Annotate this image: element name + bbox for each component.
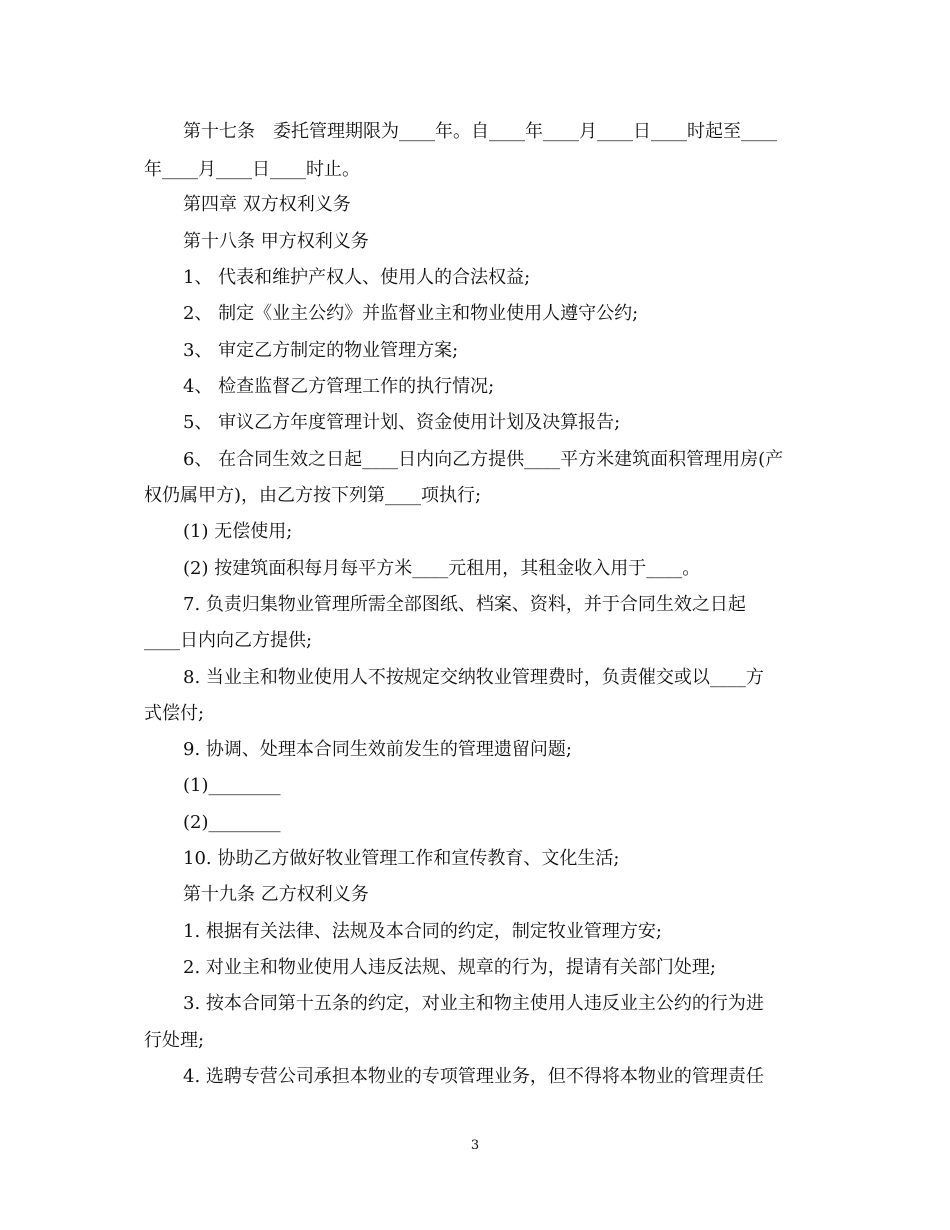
article-18-item-10: 10. 协助乙方做好牧业管理工作和宣传教育、文化生活;	[183, 848, 620, 869]
page-number: 3	[470, 1138, 480, 1153]
article-18-item-6-sub-2: (2) 按建筑面积每月每平方米____元租用，其租金收入用于____。	[183, 558, 701, 579]
article-18-item-6-line-1: 6、 在合同生效之日起____日内向乙方提供____平方米建筑面积管理用房(产	[183, 449, 784, 470]
article-18-item-6-line-2: 权仍属甲方)，由乙方按下列第____项执行;	[144, 485, 482, 506]
article-18-item-4: 4、 检查监督乙方管理工作的执行情况;	[183, 376, 495, 397]
article-19-item-1: 1. 根据有关法律、法规及本合同的约定，制定牧业管理方安;	[183, 921, 662, 942]
chapter-4-heading: 第四章 双方权利义务	[183, 194, 351, 215]
article-18-item-2: 2、 制定《业主公约》并监督业主和物业使用人遵守公约;	[183, 303, 639, 324]
article-19-item-2: 2. 对业主和物业使用人违反法规、规章的行为，提请有关部门处理;	[183, 957, 716, 978]
article-17-line-1: 第十七条 委托管理期限为____年。自____年____月____日____时起至____	[183, 121, 777, 142]
article-17-line-2: 年____月____日____时止。	[144, 159, 360, 180]
article-18-item-6-sub-1: (1) 无偿使用;	[183, 521, 293, 542]
article-19-item-3-line-2: 行处理;	[144, 1030, 205, 1051]
article-18-item-7-line-2: ____日内向乙方提供;	[144, 630, 313, 651]
article-18-item-8-line-2: 式偿付;	[144, 703, 205, 724]
article-18-item-9-sub-1: (1)________	[183, 775, 281, 796]
article-19-item-3-line-1: 3. 按本合同第十五条的约定，对业主和物主使用人违反业主公约的行为进	[183, 993, 764, 1014]
article-18-item-3: 3、 审定乙方制定的物业管理方案;	[183, 340, 459, 361]
article-18-heading: 第十八条 甲方权利义务	[183, 231, 369, 252]
article-18-item-8-line-1: 8. 当业主和物业使用人不按规定交纳牧业管理费时，负责催交或以____方	[183, 667, 764, 688]
article-18-item-9: 9. 协调、处理本合同生效前发生的管理遗留问题;	[183, 739, 572, 760]
article-19-heading: 第十九条 乙方权利义务	[183, 884, 369, 905]
article-19-item-4-line-1: 4. 选聘专营公司承担本物业的专项管理业务，但不得将本物业的管理责任	[183, 1066, 764, 1087]
article-18-item-7-line-1: 7. 负责归集物业管理所需全部图纸、档案、资料，并于合同生效之日起	[183, 594, 746, 615]
article-18-item-9-sub-2: (2)________	[183, 812, 281, 833]
article-18-item-5: 5、 审议乙方年度管理计划、资金使用计划及决算报告;	[183, 412, 621, 433]
article-18-item-1: 1、 代表和维护产权人、使用人的合法权益;	[183, 267, 531, 288]
